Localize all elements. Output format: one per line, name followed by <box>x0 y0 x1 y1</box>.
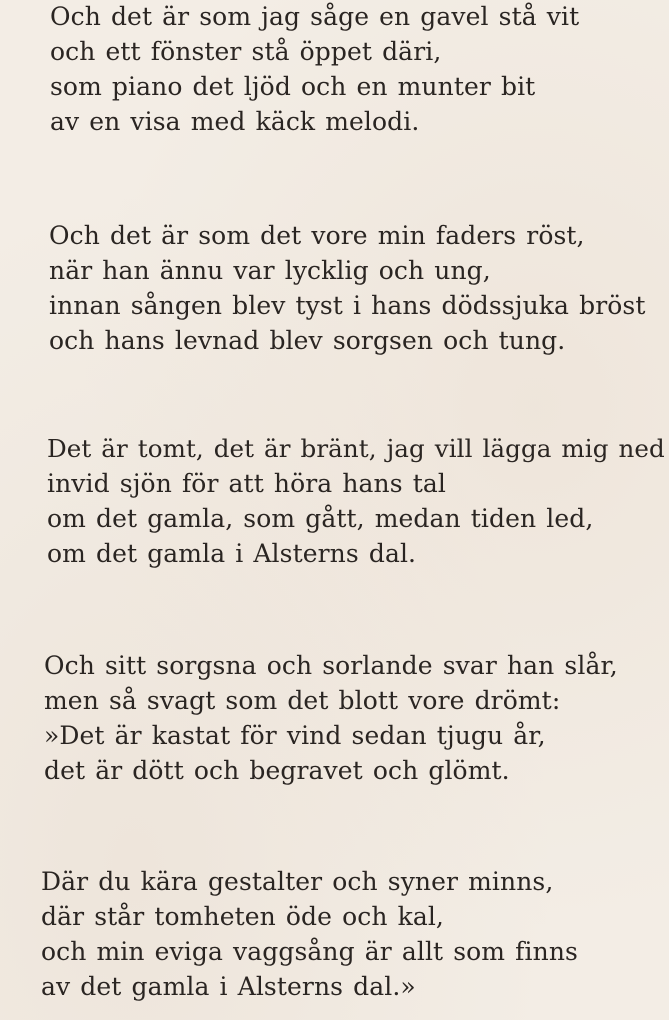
poem-line: när han ännu var lycklig och ung, <box>49 256 491 285</box>
poem-line: av en visa med käck melodi. <box>50 107 420 136</box>
stanza-2 <box>49 218 645 358</box>
poem-line: och hans levnad blev sorgsen och tung. <box>49 326 566 355</box>
poem-line: Där du kära gestalter och syner minns, <box>41 867 554 896</box>
poem-line: innan sången blev tyst i hans dödssjuka bröst <box>49 291 646 320</box>
poem-line: Och sitt sorgsna och sorlande svar han slår, <box>44 651 618 680</box>
poem-line: Det är tomt, det är bränt, jag vill lägga mig ned <box>47 434 665 463</box>
poem-line: Och det är som jag såge en gavel stå vit <box>50 2 580 31</box>
poem-line: Och det är som det vore min faders röst, <box>49 221 585 250</box>
stanza-3 <box>47 431 665 571</box>
poem-line: som piano det ljöd och en munter bit <box>50 72 536 101</box>
poem-line: och min eviga vaggsång är allt som finns <box>41 937 578 966</box>
poem-line: och ett fönster stå öppet däri, <box>50 37 442 66</box>
poem-line: invid sjön för att höra hans tal <box>47 469 446 498</box>
poem-line: där står tomheten öde och kal, <box>41 902 444 931</box>
stanza-1 <box>50 0 579 139</box>
poem-line: om det gamla, som gått, medan tiden led, <box>47 504 594 533</box>
poem-line: men så svagt som det blott vore drömt: <box>44 686 561 715</box>
poem-line: det är dött och begravet och glömt. <box>44 756 510 785</box>
poem-line: om det gamla i Alsterns dal. <box>47 539 417 568</box>
poem-line: av det gamla i Alsterns dal.» <box>41 972 416 1001</box>
stanza-5 <box>41 864 578 1004</box>
poem-line: »Det är kastat för vind sedan tjugu år, <box>44 721 546 750</box>
stanza-4 <box>44 648 618 788</box>
